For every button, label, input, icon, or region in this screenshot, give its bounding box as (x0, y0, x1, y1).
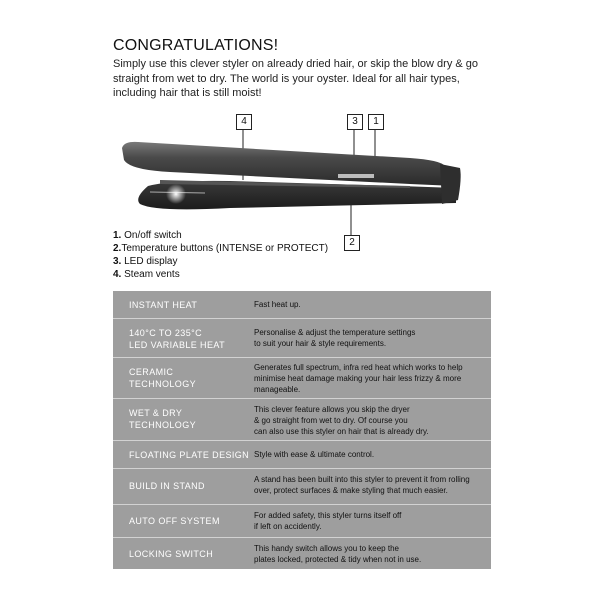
spec-label: INSTANT HEAT (129, 300, 198, 310)
spec-table (113, 291, 491, 569)
spec-description: Personalise & adjust the temperature settings to suit your hair & style requirements. (254, 328, 416, 348)
table-row (113, 291, 491, 319)
table-row (113, 319, 491, 358)
table-row (113, 505, 491, 538)
spec-description: This clever feature allows you skip the dryer & go straight from wet to dry. Of course you can also use this styler on hair that is already dry. (254, 405, 429, 436)
intro-paragraph: Simply use this clever styler on already dried hair, or skip the blow dry & go straight from wet to dry. The world is your oyster. Ideal for all hair types, including hair that is still moist! (113, 58, 478, 99)
table-row (113, 358, 491, 399)
feature-item: 2.Temperature buttons (INTENSE or PROTECT) (113, 243, 329, 254)
spec-description: Generates full spectrum, infra red heat which works to help minimise heat damage making your hair less frizzy & more manageable. (254, 363, 463, 394)
page-title: CONGRATULATIONS! (113, 37, 279, 54)
spec-label: 140°C TO 235°C LED VARIABLE HEAT (129, 328, 225, 350)
callout-1: 1 (368, 114, 384, 130)
spec-label: WET & DRY TECHNOLOGY (129, 408, 197, 430)
feature-list (113, 229, 328, 281)
spec-label: LOCKING SWITCH (129, 549, 214, 559)
spec-description: This handy switch allows you to keep the plates locked, protected & tidy when not in use. (254, 544, 422, 564)
feature-item: 1. On/off switch (113, 230, 182, 241)
spec-label: FLOATING PLATE DESIGN (129, 450, 250, 460)
callout-2: 2 (344, 235, 360, 251)
spec-description: Style with ease & ultimate control. (254, 450, 375, 459)
spec-description: A stand has been built into this styler to prevent it from rolling over, protect surfaces & make styling that much easier. (254, 475, 470, 495)
feature-item: 3. LED display (113, 256, 178, 267)
spec-label: CERAMIC TECHNOLOGY (129, 367, 197, 389)
callout-3: 3 (347, 114, 363, 130)
spec-description: For added safety, this styler turns itself off if left on accidently. (254, 511, 402, 531)
feature-item: 4. Steam vents (113, 269, 180, 280)
callout-4: 4 (236, 114, 252, 130)
table-row (113, 441, 491, 469)
spec-label: AUTO OFF SYSTEM (129, 516, 220, 526)
table-row (113, 399, 491, 441)
spec-description: Fast heat up. (254, 300, 301, 309)
table-row (113, 538, 491, 569)
table-row (113, 469, 491, 505)
spec-label: BUILD IN STAND (129, 481, 205, 491)
